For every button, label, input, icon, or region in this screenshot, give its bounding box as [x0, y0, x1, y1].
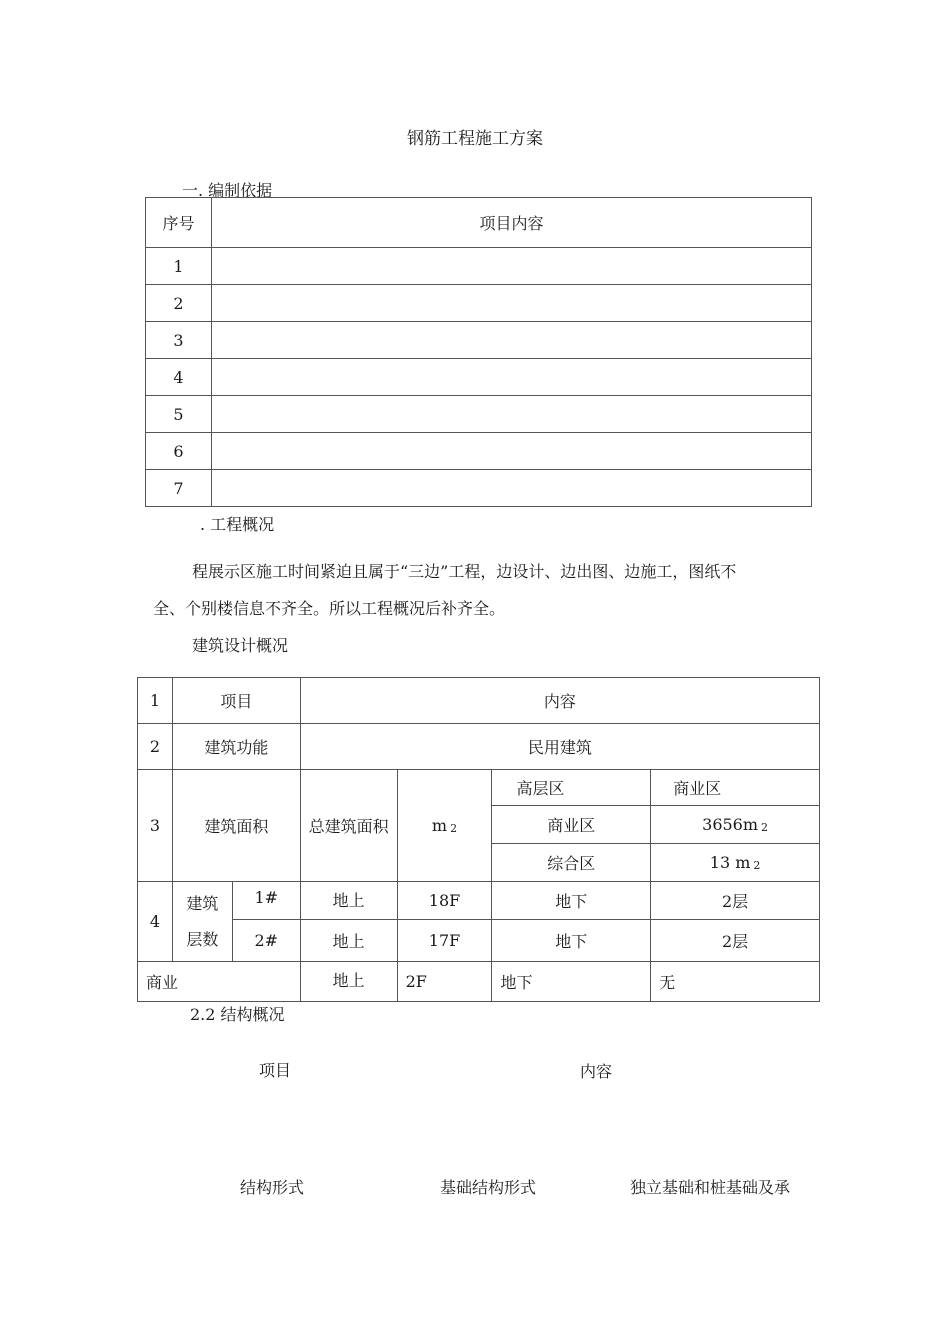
structure-heading: 2.2 结构概况	[190, 1005, 285, 1024]
row-content	[212, 396, 812, 433]
structure-col-item: 项目	[259, 1061, 292, 1080]
function-value: 民用建筑	[300, 724, 819, 770]
row-number: 5	[146, 396, 212, 433]
commercial-zone-header: 商业区	[651, 770, 820, 806]
row-number: 2	[146, 285, 212, 322]
structure-col-content: 内容	[580, 1062, 613, 1081]
area-unit-text: m	[431, 816, 448, 835]
row-content	[212, 248, 812, 285]
table-row	[146, 248, 812, 285]
basis-table	[145, 197, 812, 507]
floors-label-a: 建筑	[186, 893, 219, 913]
table-row	[146, 322, 812, 359]
commercial-zone-value-sup: 2	[761, 821, 769, 834]
table-row	[146, 470, 812, 507]
building-2-label: 2#	[232, 920, 300, 962]
row-content	[212, 433, 812, 470]
row-content	[212, 470, 812, 507]
overview-paragraph-line1: 程展示区施工时间紧迫且属于“三边”工程，边设计、边出图、边施工，图纸不	[192, 562, 737, 581]
row-number: 4	[146, 359, 212, 396]
col-header-item: 项目	[172, 678, 300, 724]
structure-row-value: 独立基础和桩基础及承	[630, 1178, 791, 1197]
complex-zone-value	[651, 844, 820, 882]
row-number: 7	[146, 470, 212, 507]
floors-label-b: 层数	[186, 929, 219, 949]
complex-zone-value-text: 13 m	[709, 853, 751, 872]
design-table	[137, 677, 820, 1002]
design-overview-heading: 建筑设计概况	[192, 636, 289, 655]
section-heading-basis: 一. 编制依据	[182, 181, 273, 200]
commercial-below-label: 地下	[492, 962, 651, 1002]
structure-row-item: 结构形式	[240, 1178, 305, 1197]
building-1-above-label: 地上	[300, 882, 397, 920]
table-row	[146, 359, 812, 396]
row-number: 2	[138, 724, 173, 770]
commercial-above-label: 地上	[300, 962, 397, 1002]
high-zone-label: 高层区	[492, 770, 651, 806]
commercial-below-value: 无	[651, 962, 820, 1002]
row-number: 6	[146, 433, 212, 470]
complex-zone-label: 综合区	[492, 844, 651, 882]
row-content	[212, 322, 812, 359]
commercial-above-value: 2F	[397, 962, 492, 1002]
structure-row-subitem: 基础结构形式	[440, 1178, 537, 1197]
building-2-below-label: 地下	[492, 920, 651, 962]
building-1-above-value: 18F	[397, 882, 492, 920]
table-row	[146, 396, 812, 433]
col-header-content: 内容	[300, 678, 819, 724]
floors-label	[172, 882, 232, 962]
building-1-label: 1#	[232, 882, 300, 920]
commercial-floors-label: 商业	[138, 962, 301, 1002]
section-heading-overview: . 工程概况	[200, 515, 275, 534]
commercial-zone-value	[651, 806, 820, 844]
building-1-below-value: 2层	[651, 882, 820, 920]
building-2-below-value: 2层	[651, 920, 820, 962]
table-row	[146, 285, 812, 322]
function-label: 建筑功能	[172, 724, 300, 770]
page-title: 钢筋工程施工方案	[407, 129, 543, 149]
header-seq: 序号	[146, 198, 212, 248]
row-number: 4	[138, 882, 173, 962]
overview-paragraph-line2: 全、个别楼信息不齐全。所以工程概况后补齐全。	[153, 599, 506, 618]
building-2-above-label: 地上	[300, 920, 397, 962]
header-content: 项目内容	[212, 198, 812, 248]
total-area-label: 总建筑面积	[300, 770, 397, 882]
row-number: 1	[138, 678, 173, 724]
complex-zone-value-sup: 2	[753, 859, 761, 872]
building-2-above-value: 17F	[397, 920, 492, 962]
row-number: 1	[146, 248, 212, 285]
building-1-below-label: 地下	[492, 882, 651, 920]
table-row	[146, 433, 812, 470]
commercial-zone-value-text: 3656m	[702, 815, 759, 834]
row-content	[212, 359, 812, 396]
area-unit	[397, 770, 492, 882]
area-label: 建筑面积	[172, 770, 300, 882]
area-unit-sup: 2	[450, 822, 458, 835]
row-content	[212, 285, 812, 322]
row-number: 3	[146, 322, 212, 359]
commercial-zone-label: 商业区	[492, 806, 651, 844]
row-number: 3	[138, 770, 173, 882]
